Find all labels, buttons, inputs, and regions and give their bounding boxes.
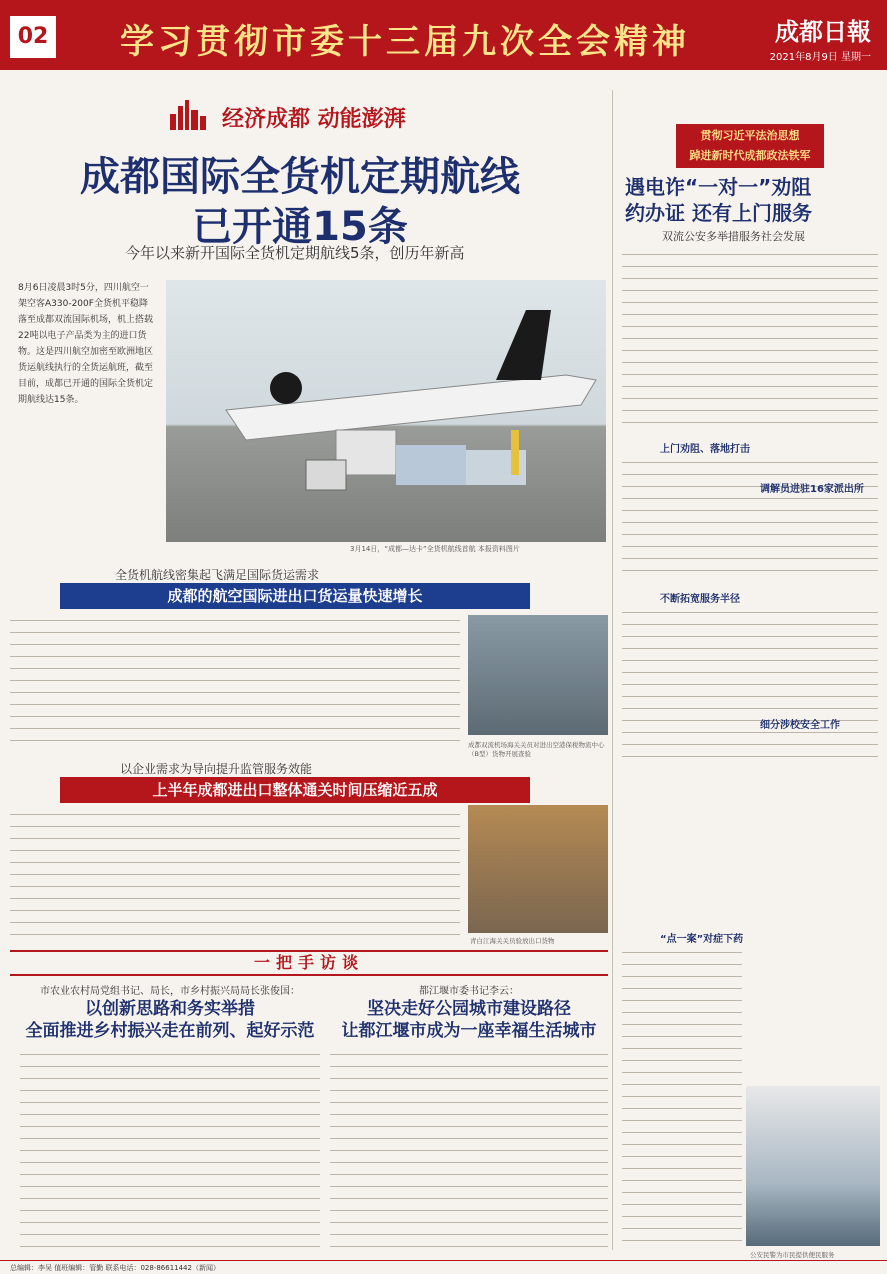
body-text-lines (622, 458, 878, 578)
lead-paragraph: 8月6日凌晨3时5分，四川航空一架空客A330-200F全货机平稳降落至成都双流国际机场，机上搭载22吨以电子产品类为主的进口货物。这是四川航空加密至欧洲地区货运航线执行的全货运航班，截至目前，成都已开通的国际全货机定期航线达15条。 (18, 283, 154, 405)
body-text-lines (622, 948, 742, 1248)
export-goods-photo (468, 805, 608, 933)
side-section-1: 上门劝阻、落地打击 (660, 444, 750, 455)
page-footer: 总编辑：李吴 值班编辑：管勤 联系电话：028-86611442（新闻） (0, 1260, 887, 1274)
body-text-lines (10, 616, 460, 746)
headline-line2: 已开通15条 (192, 204, 408, 250)
article5-kicker: 都江堰市委书记李云： (419, 986, 519, 997)
banner-title: 学习贯彻市委十三届九次全会精神 (120, 22, 690, 62)
side-body-2 (622, 458, 878, 578)
section2-headline: 成都的航空国际进出口货运量快速增长 (60, 583, 530, 609)
police-service-photo (746, 1086, 880, 1246)
side-tag (676, 124, 824, 168)
article5-headline (330, 998, 608, 1042)
side-section-4: 细分涉校安全工作 (760, 720, 840, 731)
body-text-lines (20, 1050, 320, 1250)
article4-headline-line1: 以创新思路和务实举措 (85, 999, 255, 1019)
side-headline-line1: 遇电诈“一对一”劝阻 (625, 175, 812, 199)
article4-body (20, 1050, 320, 1250)
section3-kicker: 以企业需求为导向提升监管服务效能 (120, 762, 313, 776)
interview-bar (10, 950, 608, 976)
main-subhead: 今年以来新开国际全货机定期航线5条，创历年新高 (125, 244, 465, 262)
side-photo-caption: 公安民警为市民提供便民服务 (750, 1251, 835, 1259)
body-text-lines (330, 1050, 608, 1250)
body-text-lines (10, 810, 460, 940)
side-tag-line2: 踔进新时代成都政法铁军 (689, 149, 811, 162)
section3-body (10, 810, 460, 940)
side-headline-line2: 约办证 还有上门服务 (625, 201, 812, 225)
section3-headline: 上半年成都进出口整体通关时间压缩近五成 (60, 777, 530, 803)
article4-headline-line2: 全面推进乡村振兴走在前列、起好示范 (25, 1021, 315, 1041)
side-headline (625, 174, 875, 226)
side-section-5: “点一案”对症下药 (660, 934, 744, 945)
customs-inspection-photo (468, 615, 608, 735)
section-label: 经济成都 动能澎湃 (222, 107, 406, 132)
section2-body (10, 616, 460, 746)
article4-headline (20, 998, 320, 1042)
newspaper-logo: 成都日報 (775, 17, 871, 46)
side-section-2: 不断拓宽服务半径 (660, 594, 740, 605)
page-number: 02 (10, 16, 56, 58)
side-body-3 (622, 608, 878, 758)
side-body-1 (622, 250, 878, 430)
side-tag-line1: 贯彻习近平法治思想 (700, 129, 800, 142)
article5-headline-line1: 坚决走好公园城市建设路径 (367, 999, 571, 1019)
photo1-caption: 3月14日，“成都—达卡”全货机航线首航 本报资料图片 (350, 545, 520, 553)
skyline-icon (168, 96, 218, 130)
article4-kicker: 市农业农村局党组书记、局长，市乡村振兴局局长张俊国： (40, 986, 300, 997)
headline-line1: 成都国际全货机定期航线 (80, 154, 520, 200)
issue-date: 2021年8月9日 星期一 (769, 52, 871, 63)
article5-body (330, 1050, 608, 1250)
photo3-caption: 青白江海关关员验放出口货物 (470, 937, 555, 945)
interview-bar-label: 一把手访谈 (253, 953, 364, 972)
side-subhead: 双流公安多举措服务社会发展 (662, 230, 805, 243)
photo2-caption: 成都双流机场海关关员对进出空港保税物流中心（B型）货物开展查验 (468, 741, 605, 758)
article5-headline-line2: 让都江堰市成为一座幸福生活城市 (341, 1021, 597, 1041)
column-divider (612, 90, 613, 1250)
page-banner (0, 0, 887, 70)
body-text-lines (622, 250, 878, 430)
body-text-lines (622, 608, 878, 758)
main-headline (60, 152, 540, 252)
cargo-plane-illustration (166, 280, 606, 542)
cargo-plane-photo (166, 280, 606, 542)
section2-kicker: 全货机航线密集起飞满足国际货运需求 (115, 568, 320, 582)
side-section-3: 调解员进驻16家派出所 (760, 484, 864, 495)
side-body-4 (622, 948, 742, 1248)
